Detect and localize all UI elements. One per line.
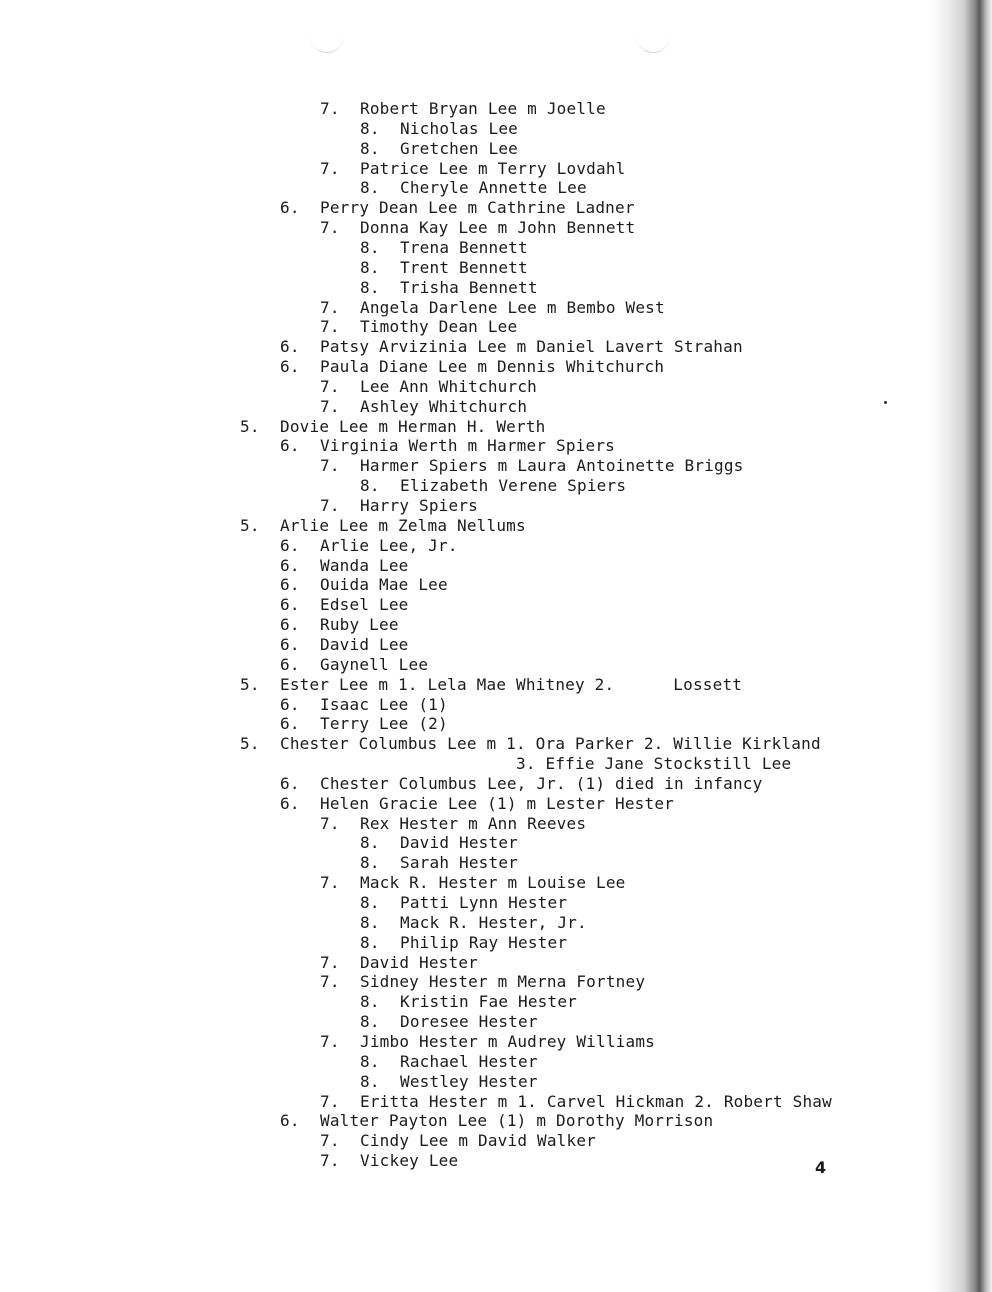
generation-number: 7. bbox=[320, 317, 340, 337]
generation-number: 6. bbox=[280, 714, 300, 734]
person-entry: Helen Gracie Lee (1) m Lester Hester bbox=[320, 793, 674, 813]
generation-number: 8. bbox=[360, 138, 380, 158]
generation-number: 8. bbox=[360, 932, 380, 952]
generation-number: 8. bbox=[360, 476, 380, 496]
generation-number: 7. bbox=[320, 873, 340, 893]
person-entry: Robert Bryan Lee m Joelle bbox=[360, 99, 606, 118]
genealogy-line bbox=[360, 178, 587, 198]
person-entry: Sidney Hester m Merna Fortney bbox=[360, 972, 646, 992]
generation-number: 8. bbox=[360, 277, 380, 297]
person-entry: Rex Hester m Ann Reeves bbox=[360, 813, 587, 833]
genealogy-line bbox=[280, 615, 399, 635]
person-entry: Timothy Dean Lee bbox=[360, 317, 518, 337]
person-entry: Terry Lee (2) bbox=[320, 714, 448, 734]
person-entry: Donna Kay Lee m John Bennett bbox=[360, 218, 636, 238]
generation-number: 6. bbox=[280, 634, 300, 654]
generation-number: 6. bbox=[280, 337, 300, 357]
genealogy-line bbox=[280, 436, 615, 456]
person-entry: David Lee bbox=[320, 634, 409, 654]
punch-hole-mark bbox=[310, 30, 344, 53]
genealogy-line bbox=[360, 833, 518, 853]
person-entry: Harmer Spiers m Laura Antoinette Briggs bbox=[360, 456, 744, 476]
person-entry: David Hester bbox=[400, 833, 518, 853]
generation-number: 8. bbox=[360, 118, 380, 138]
person-entry: Ruby Lee bbox=[320, 615, 399, 635]
genealogy-line bbox=[516, 754, 791, 774]
genealogy-line bbox=[360, 1012, 538, 1032]
genealogy-line bbox=[320, 972, 645, 992]
generation-number: 7. bbox=[320, 496, 340, 515]
generation-number: 7. bbox=[320, 99, 340, 118]
genealogy-line bbox=[360, 933, 567, 953]
genealogy-line bbox=[360, 992, 577, 1012]
genealogy-line bbox=[240, 516, 526, 536]
generation-number: 5. bbox=[240, 734, 260, 754]
genealogy-line bbox=[280, 714, 448, 734]
person-entry: Ashley Whitchurch bbox=[360, 396, 528, 416]
person-entry: Paula Diane Lee m Dennis Whitchurch bbox=[320, 357, 665, 377]
genealogy-line bbox=[360, 913, 587, 933]
person-entry: Nicholas Lee bbox=[400, 118, 518, 138]
person-entry: Perry Dean Lee m Cathrine Ladner bbox=[320, 198, 635, 218]
person-entry: Ester Lee m 1. Lela Mae Whitney 2. Lossett bbox=[280, 674, 743, 694]
genealogy-line bbox=[280, 536, 458, 556]
generation-number: 8. bbox=[360, 853, 380, 873]
genealogy-line bbox=[320, 456, 743, 476]
person-entry: Cheryle Annette Lee bbox=[400, 178, 587, 198]
generation-number: 6. bbox=[280, 793, 300, 813]
generation-number: 6. bbox=[280, 357, 300, 377]
generation-number: 6. bbox=[280, 198, 300, 218]
generation-number: 5. bbox=[240, 515, 260, 535]
scan-speck bbox=[884, 401, 887, 404]
genealogy-line bbox=[320, 99, 606, 119]
genealogy-line bbox=[360, 476, 626, 496]
person-entry: Edsel Lee bbox=[320, 595, 409, 615]
genealogy-line bbox=[280, 556, 409, 576]
generation-number: 6. bbox=[280, 694, 300, 714]
generation-number: 7. bbox=[320, 972, 340, 992]
genealogy-line bbox=[320, 1032, 655, 1052]
person-entry: Lee Ann Whitchurch bbox=[360, 376, 537, 396]
person-entry: Virginia Werth m Harmer Spiers bbox=[320, 436, 615, 456]
genealogy-line bbox=[360, 139, 518, 159]
generation-number: 6. bbox=[280, 1111, 300, 1131]
generation-number: 8. bbox=[360, 1012, 380, 1032]
genealogy-line bbox=[240, 417, 546, 437]
person-entry: Chester Columbus Lee m 1. Ora Parker 2. Willie Kirkland bbox=[280, 734, 821, 754]
genealogy-line bbox=[240, 734, 821, 754]
generation-number: 6. bbox=[280, 555, 300, 575]
page-number: 4 bbox=[815, 1158, 827, 1177]
person-entry: Kristin Fae Hester bbox=[400, 992, 577, 1012]
person-entry: Isaac Lee (1) bbox=[320, 694, 448, 714]
person-entry: Dovie Lee m Herman H. Werth bbox=[280, 416, 546, 436]
generation-number: 7. bbox=[320, 297, 340, 317]
person-entry: Patsy Arvizinia Lee m Daniel Lavert Strahan bbox=[320, 337, 743, 357]
genealogy-line bbox=[280, 595, 409, 615]
person-entry: Jimbo Hester m Audrey Williams bbox=[360, 1031, 655, 1051]
generation-number: 8. bbox=[360, 1071, 380, 1091]
person-entry: Cindy Lee m David Walker bbox=[360, 1131, 596, 1151]
generation-number: 7. bbox=[320, 1151, 340, 1171]
genealogy-line bbox=[320, 159, 626, 179]
generation-number: 8. bbox=[360, 912, 380, 932]
generation-number: 7. bbox=[320, 396, 340, 416]
genealogy-line bbox=[280, 794, 674, 814]
genealogy-line bbox=[280, 357, 664, 377]
generation-number: 7. bbox=[320, 158, 340, 178]
genealogy-line bbox=[280, 774, 762, 794]
person-entry: Patrice Lee m Terry Lovdahl bbox=[360, 158, 626, 178]
person-entry: Rachael Hester bbox=[400, 1051, 538, 1071]
person-entry: Patti Lynn Hester bbox=[400, 893, 568, 912]
genealogy-line bbox=[360, 893, 567, 913]
genealogy-line bbox=[280, 695, 448, 715]
genealogy-line bbox=[360, 258, 528, 278]
person-entry: Mack R. Hester m Louise Lee bbox=[360, 873, 626, 893]
generation-number: 7. bbox=[320, 1131, 340, 1151]
person-entry: Trent Bennett bbox=[400, 257, 528, 277]
genealogy-line bbox=[320, 298, 665, 318]
person-entry: Arlie Lee m Zelma Nellums bbox=[280, 515, 526, 535]
generation-number: 7. bbox=[320, 813, 340, 833]
generation-number: 7. bbox=[320, 952, 340, 972]
person-entry: Trisha Bennett bbox=[400, 277, 538, 297]
person-entry: Philip Ray Hester bbox=[400, 932, 568, 952]
punch-hole-mark bbox=[636, 30, 670, 53]
genealogy-line bbox=[280, 337, 743, 357]
person-entry: David Hester bbox=[360, 952, 478, 972]
genealogy-line bbox=[280, 575, 448, 595]
generation-number: 7. bbox=[320, 218, 340, 238]
genealogy-line bbox=[360, 238, 528, 258]
person-entry: Westley Hester bbox=[400, 1071, 538, 1091]
genealogy-line bbox=[280, 198, 635, 218]
person-entry: Mack R. Hester, Jr. bbox=[400, 912, 587, 932]
genealogy-line bbox=[320, 218, 635, 238]
genealogy-line bbox=[320, 873, 626, 893]
generation-number: 8. bbox=[360, 833, 380, 853]
person-entry: Doresee Hester bbox=[400, 1012, 538, 1032]
genealogy-line bbox=[320, 496, 478, 516]
generation-number: 7. bbox=[320, 1091, 340, 1111]
genealogy-line bbox=[360, 119, 518, 139]
genealogy-line bbox=[280, 655, 428, 675]
generation-number: 5. bbox=[240, 674, 260, 694]
genealogy-line bbox=[320, 814, 586, 834]
person-entry: Angela Darlene Lee m Bembo West bbox=[360, 297, 665, 317]
person-entry: Arlie Lee, Jr. bbox=[320, 535, 458, 555]
generation-number: 8. bbox=[360, 257, 380, 277]
generation-number: 6. bbox=[280, 436, 300, 456]
person-entry: Wanda Lee bbox=[320, 555, 409, 575]
genealogy-line bbox=[360, 1072, 538, 1092]
genealogy-line bbox=[320, 317, 517, 337]
genealogy-line bbox=[360, 278, 538, 298]
person-entry: Walter Payton Lee (1) m Dorothy Morrison bbox=[320, 1111, 714, 1131]
generation-number: 6. bbox=[280, 654, 300, 674]
genealogy-line bbox=[360, 1052, 538, 1072]
genealogy-line bbox=[320, 377, 537, 397]
person-entry: Sarah Hester bbox=[400, 853, 518, 873]
generation-number: 6. bbox=[280, 615, 300, 635]
genealogy-line bbox=[240, 675, 742, 695]
genealogy-line bbox=[320, 1151, 458, 1171]
genealogy-line bbox=[320, 1131, 596, 1151]
person-entry: Gaynell Lee bbox=[320, 654, 429, 674]
generation-number: 5. bbox=[240, 416, 260, 436]
person-entry: Harry Spiers bbox=[360, 496, 478, 515]
generation-number: 8. bbox=[360, 178, 380, 198]
generation-number: 6. bbox=[280, 535, 300, 555]
genealogy-line bbox=[320, 1092, 832, 1112]
genealogy-line bbox=[360, 853, 518, 873]
genealogy-line bbox=[280, 1111, 713, 1131]
person-entry: Chester Columbus Lee, Jr. (1) died in infancy bbox=[320, 773, 763, 793]
person-entry: Elizabeth Verene Spiers bbox=[400, 476, 627, 496]
generation-number: 7. bbox=[320, 456, 340, 476]
generation-number: 6. bbox=[280, 773, 300, 793]
generation-number: 8. bbox=[360, 237, 380, 257]
genealogy-line bbox=[320, 953, 478, 973]
generation-number: 6. bbox=[280, 575, 300, 595]
generation-number: 8. bbox=[360, 1051, 380, 1071]
genealogy-line bbox=[280, 635, 409, 655]
person-entry: Ouida Mae Lee bbox=[320, 575, 448, 595]
genealogy-line bbox=[320, 397, 527, 417]
person-entry: Vickey Lee bbox=[360, 1151, 459, 1171]
scanned-page-edge bbox=[930, 0, 992, 1292]
person-entry: 3. Effie Jane Stockstill Lee bbox=[516, 754, 792, 774]
person-entry: Trena Bennett bbox=[400, 237, 528, 257]
person-entry: Eritta Hester m 1. Carvel Hickman 2. Robert Shaw bbox=[360, 1091, 832, 1111]
generation-number: 7. bbox=[320, 1031, 340, 1051]
generation-number: 6. bbox=[280, 595, 300, 615]
generation-number: 7. bbox=[320, 376, 340, 396]
generation-number: 8. bbox=[360, 992, 380, 1012]
person-entry: Gretchen Lee bbox=[400, 138, 518, 158]
generation-number: 8. bbox=[360, 893, 380, 912]
